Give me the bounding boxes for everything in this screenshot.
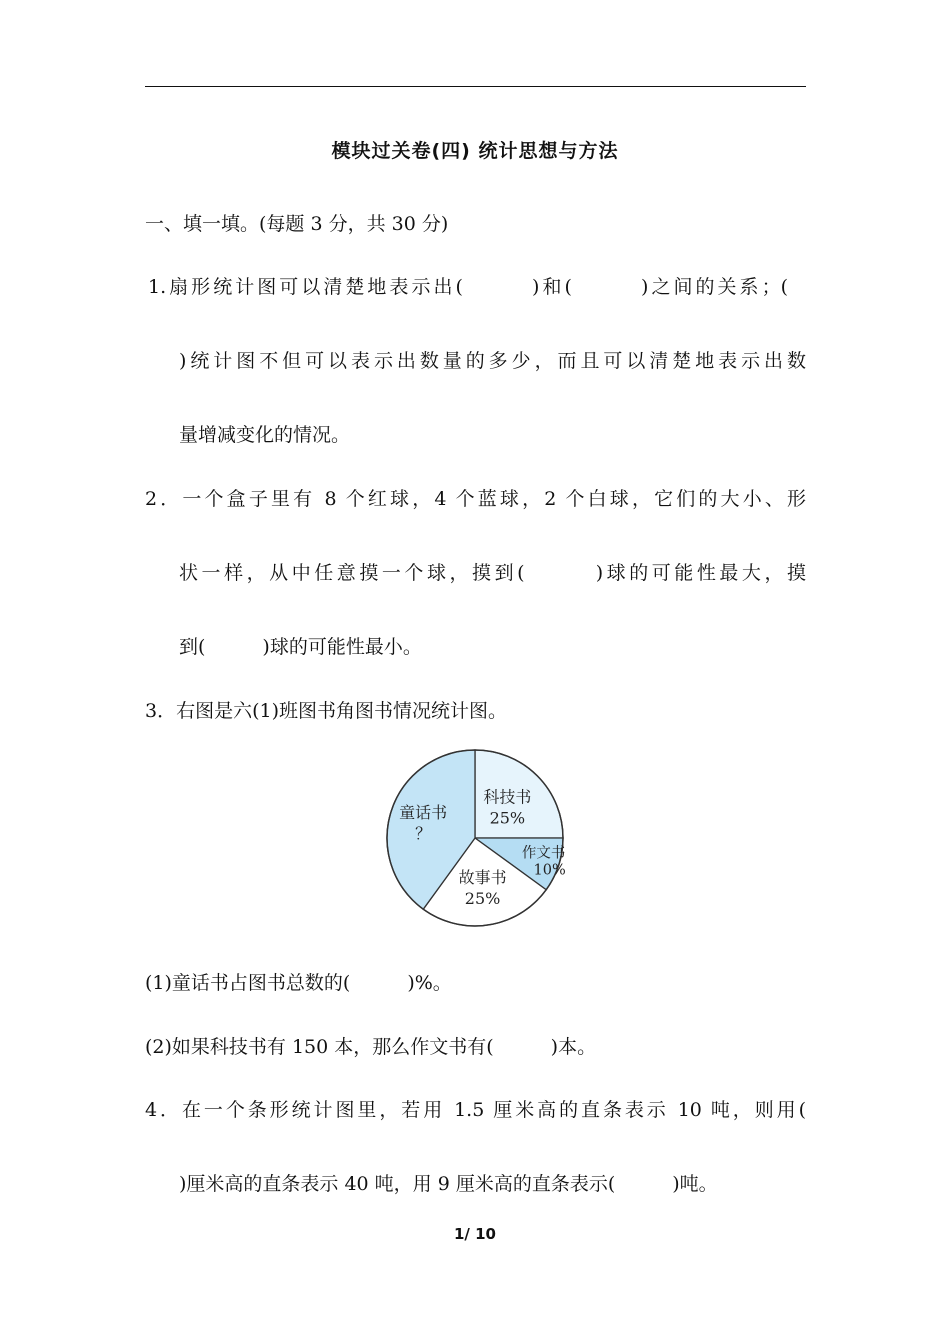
pie-value-3: ？ xyxy=(415,824,432,844)
header-rule xyxy=(145,86,806,87)
q1-line3: 量增减变化的情况。 xyxy=(179,424,351,446)
pie-value-0: 25% xyxy=(489,808,526,828)
q3-intro: 3．右图是六(1)班图书角图书情况统计图。 xyxy=(145,700,508,722)
q2-line1: 2．一个盒子里有 8 个红球，4 个蓝球，2 个白球，它们的大小、形 xyxy=(145,488,806,510)
pie-label-2: 故事书 xyxy=(458,867,507,887)
q1-line1: 1.扇形统计图可以清楚地表示出( )和( )之间的关系；( xyxy=(148,276,788,298)
q3-sub1: (1)童话书占图书总数的( )%。 xyxy=(145,972,452,994)
pie-chart xyxy=(380,743,570,933)
pie-label-3: 童话书 xyxy=(399,803,448,823)
pie-value-2: 25% xyxy=(464,888,501,908)
q4-line2: )厘米高的直条表示 40 吨，用 9 厘米高的直条表示( )吨。 xyxy=(179,1173,718,1195)
q1-line2: )统计图不但可以表示出数量的多少，而且可以清楚地表示出数 xyxy=(179,350,806,372)
pie-value-1: 10% xyxy=(533,862,566,879)
pie-label-0: 科技书 xyxy=(483,787,532,807)
section-heading: 一、填一填。(每题 3 分，共 30 分) xyxy=(145,213,449,235)
q4-line1: 4．在一个条形统计图里，若用 1.5 厘米高的直条表示 10 吨，则用( xyxy=(145,1099,806,1121)
page-title: 模块过关卷(四) 统计思想与方法 xyxy=(331,140,619,162)
q2-line2: 状一样，从中任意摸一个球，摸到( )球的可能性最大，摸 xyxy=(179,562,806,584)
page-number: 1/ 10 xyxy=(453,1225,496,1243)
q2-line3: 到( )球的可能性最小。 xyxy=(179,636,422,658)
pie-label-1: 作文书 xyxy=(521,845,566,862)
q3-sub2: (2)如果科技书有 150 本，那么作文书有( )本。 xyxy=(145,1036,597,1058)
